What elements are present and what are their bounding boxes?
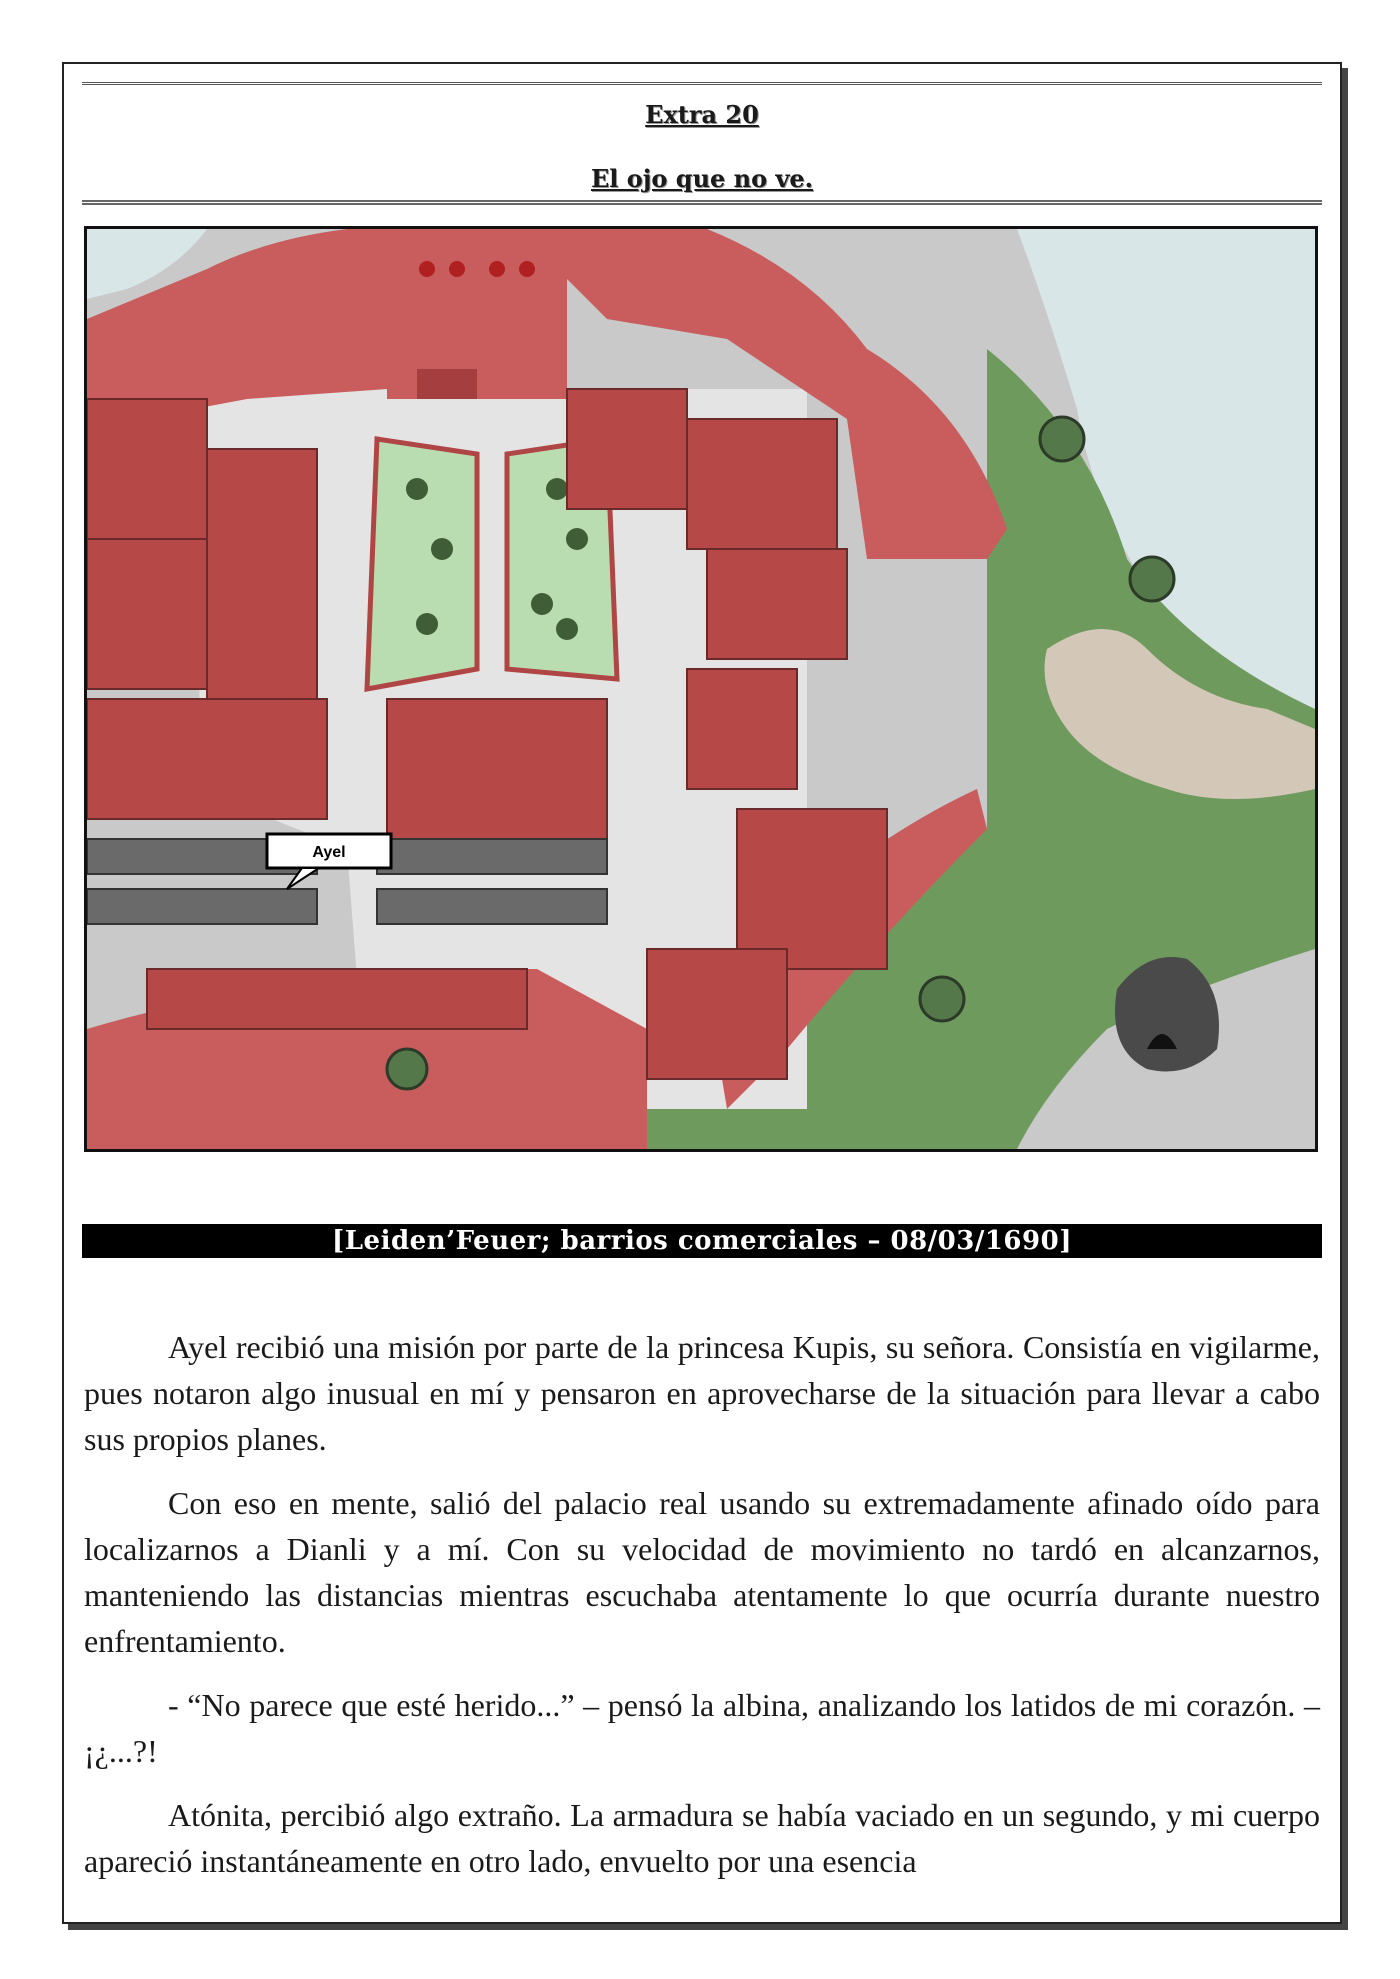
- body-text: [84, 1324, 1320, 1902]
- page-frame: [62, 62, 1342, 1924]
- city-map-illustration: [87, 229, 1315, 1149]
- header-rule: [82, 200, 1322, 205]
- city-map: [84, 226, 1318, 1152]
- top-rule: [82, 82, 1322, 85]
- paragraph: Atónita, percibió algo extraño. La armadura se había vaciado en un segundo, y mi cuerpo apareció instantáneamente en otro lado, envuelto por una esencia: [84, 1797, 1320, 1879]
- chapter-subtitle: El ojo que no ve.: [590, 164, 814, 193]
- section-header: [Leiden’Feuer; barrios comerciales – 08/03/1690]: [82, 1224, 1322, 1258]
- map-marker-label: Ayel: [312, 844, 346, 861]
- chapter-title: Extra 20: [645, 100, 759, 129]
- paragraph: Ayel recibió una misión por parte de la princesa Kupis, su señora. Consistía en vigilarme, pues notaron algo inusual en mí y pensaron en aprovecharse de la situación para llevar a cabo sus propios planes.: [84, 1329, 1320, 1457]
- paragraph: Con eso en mente, salió del palacio real usando su extremadamente afinado oído para localizarnos a Dianli y a mí. Con su velocidad de movimiento no tardó en alcanzarnos, manteniendo las distancias mientras escuchaba atentamente lo que ocurría durante nuestro enfrentamiento.: [84, 1485, 1320, 1659]
- paragraph: - “No parece que esté herido...” – pensó la albina, analizando los latidos de mi corazón. – ¡¿...?!: [84, 1687, 1320, 1769]
